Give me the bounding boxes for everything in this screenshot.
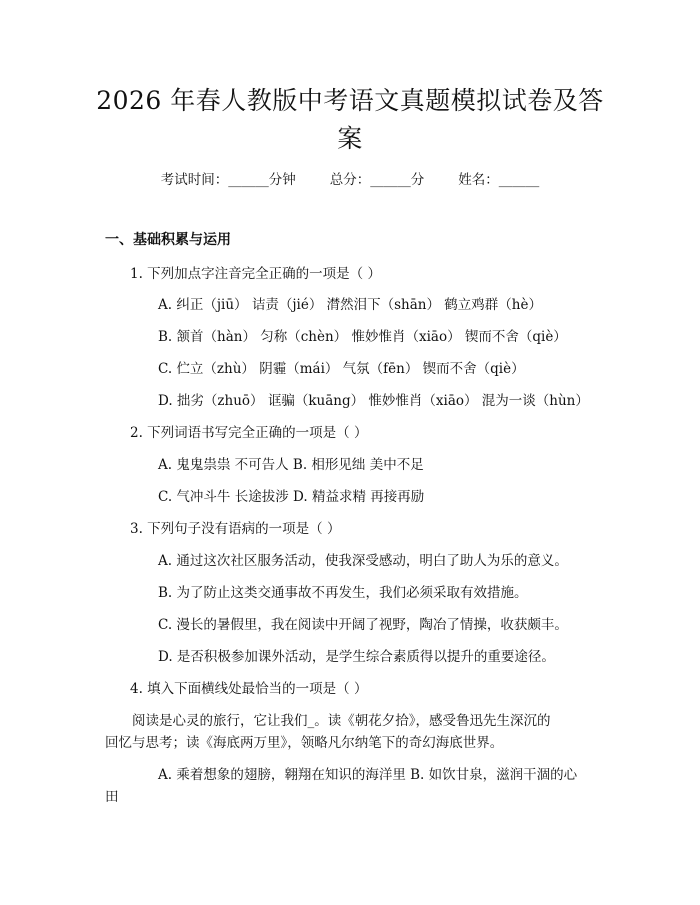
question-2-options-cd: C. 气冲斗牛 长途拔涉 D. 精益求精 再接再励: [158, 489, 425, 505]
question-4-stem: 4. 填入下面横线处最恰当的一项是（ ）: [130, 681, 368, 697]
question-2-stem: 2. 下列词语书写完全正确的一项是（ ）: [130, 425, 368, 441]
title-line-1: 2026 年春人教版中考语文真题模拟试卷及答: [96, 86, 604, 115]
name-label: 姓名：______: [458, 172, 540, 188]
section-heading: 一、基础积累与运用: [105, 232, 231, 248]
question-1-option-d: D. 拙劣（zhuō） 诓骗（kuāng） 惟妙惟肖（xiāo） 混为一谈（hùn）: [158, 393, 589, 409]
question-3-option-b: B. 为了防止这类交通事故不再发生，我们必须采取有效措施。: [158, 585, 528, 601]
question-3-option-d: D. 是否积极参加课外活动，是学生综合素质得以提升的重要途径。: [158, 649, 555, 665]
question-3-option-a: A. 通过这次社区服务活动，使我深受感动，明白了助人为乐的意义。: [158, 553, 568, 569]
question-1-option-c: C. 伫立（zhù） 阴霾（mái） 气氛（fēn） 锲而不舍（qiè）: [158, 361, 525, 377]
question-3-option-c: C. 漫长的暑假里，我在阅读中开阔了视野，陶冶了情操，收获颇丰。: [158, 617, 568, 633]
question-4-passage-line-1: 阅读是心灵的旅行，它让我们_。读《朝花夕拾》，感受鲁迅先生深沉的: [132, 713, 551, 729]
question-3-stem: 3. 下列句子没有语病的一项是（ ）: [130, 521, 341, 537]
question-1-option-a: A. 纠正（jiū） 诘责（jié） 潸然泪下（shān） 鹤立鸡群（hè）: [158, 297, 542, 313]
question-2-options-ab: A. 鬼鬼祟祟 不可告人 B. 相形见绌 美中不足: [158, 457, 424, 473]
total-score-label: 总分：______分: [329, 172, 425, 188]
question-4-options-ab-wrap: 田: [105, 789, 119, 805]
question-4-options-ab: A. 乘着想象的翅膀，翱翔在知识的海洋里 B. 如饮甘泉，滋润干涸的心: [158, 767, 578, 783]
page-title: [90, 82, 610, 158]
exam-info: [0, 168, 700, 188]
title-line-2: 案: [337, 124, 363, 153]
exam-time-label: 考试时间：______分钟: [160, 172, 296, 188]
question-1-stem: 1. 下列加点字注音完全正确的一项是（ ）: [130, 266, 381, 282]
question-4-passage-line-2: 回忆与思考；读《海底两万里》，领略凡尔纳笔下的奇幻海底世界。: [105, 735, 504, 751]
question-1-option-b: B. 颔首（hàn） 匀称（chèn） 惟妙惟肖（xiāo） 锲而不舍（qiè）: [158, 329, 567, 345]
